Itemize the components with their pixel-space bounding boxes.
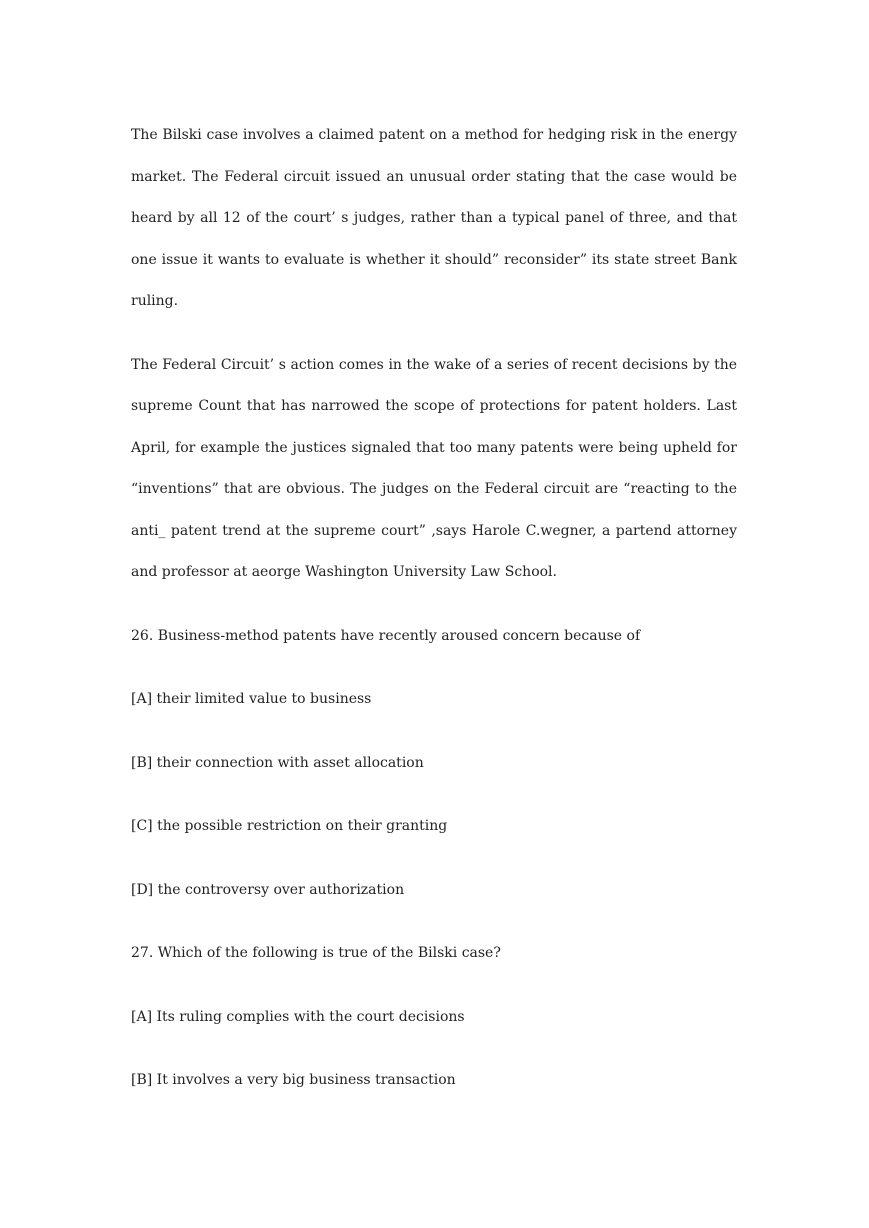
question-stem: 27. Which of the following is true of the Bilski case?	[131, 945, 501, 961]
question-stem: 26. Business-method patents have recently aroused concern because of	[131, 627, 641, 644]
option-c: [C] the possible restriction on their granting	[131, 818, 448, 834]
option-a: [A] Its ruling complies with the court decisions	[131, 1008, 465, 1025]
option-b: [B] their connection with asset allocation	[131, 754, 424, 771]
question-27	[131, 933, 737, 1102]
option-d: [D] the controversy over authorization	[131, 881, 405, 898]
question-26	[131, 616, 737, 912]
passage-paragraph-2: The Federal Circuit’ s action comes in the wake of a series of recent decisions by the supreme Count that has narrowed the scope of protections for patent holders. Last April, for example the justices signaled that too many patents were being upheld for “inventions” that are obvious. The judges on the Federal circuit are “reacting to the anti_ patent trend at the supreme court” ,says Harole C.wegner, a partend attorney and professor at aeorge Washington University Law School.	[131, 356, 737, 580]
passage-paragraph-1: The Bilski case involves a claimed patent on a method for hedging risk in the energy market. The Federal circuit issued an unusual order stating that the case would be heard by all 12 of the court’ s judges, rather than a typical panel of three, and that one issue it wants to evaluate is whether it should” reconsider” its state street Bank ruling.	[131, 127, 737, 309]
option-b: [B] It involves a very big business transaction	[131, 1072, 456, 1088]
document-page	[131, 115, 737, 1102]
option-a: [A] their limited value to business	[131, 691, 372, 707]
